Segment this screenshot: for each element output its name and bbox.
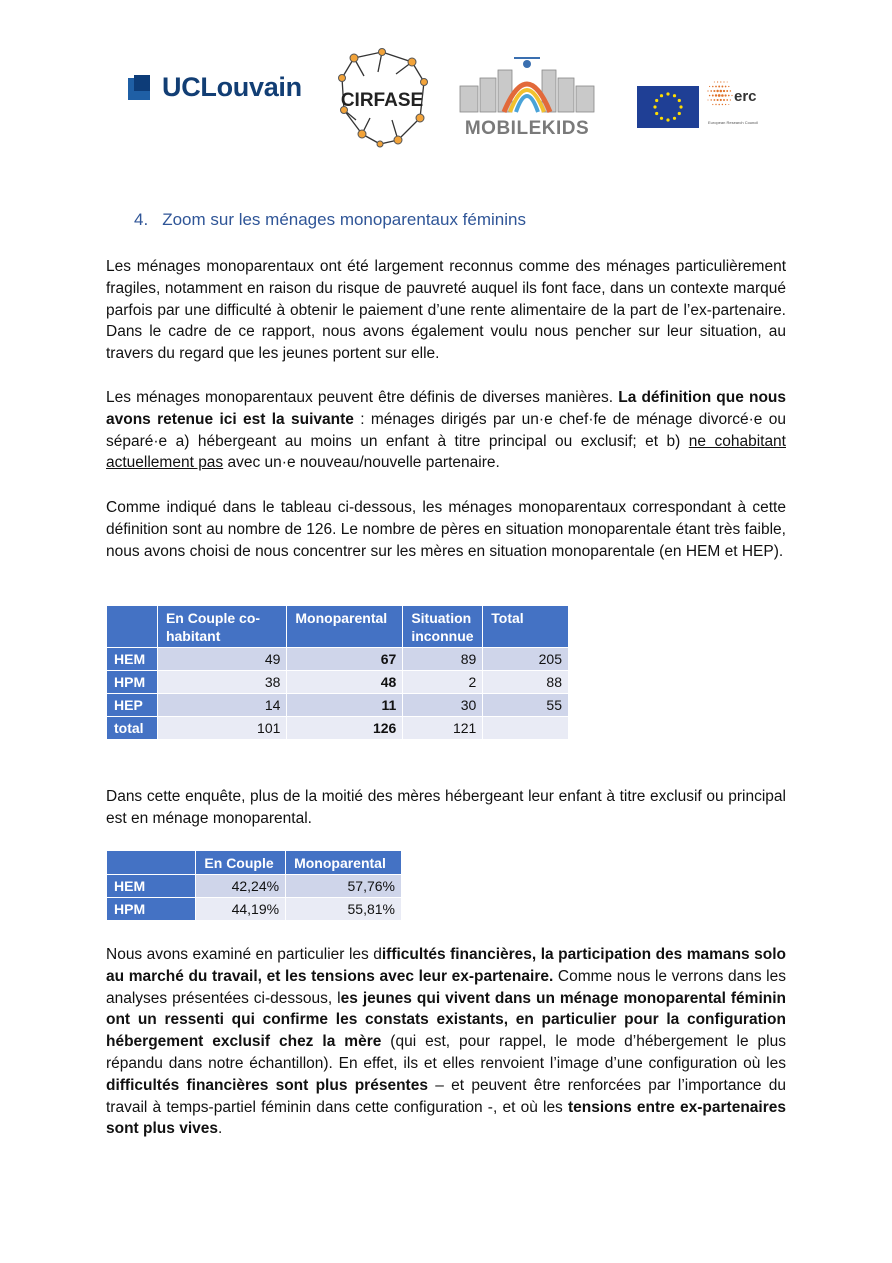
table-header-cell: Total: [483, 606, 569, 648]
bold-span: es jeunes qui vivent dans un ménage monoparental féminin ont un ressenti qui confirme les constats existants, en particulier pour la configuration hébergement exclusif chez la mère: [106, 989, 787, 1051]
table-cell: 49: [157, 648, 286, 671]
text-span: Les ménages monoparentaux peuvent être définis de diverses manières.: [106, 389, 619, 406]
uclouvain-wordmark: UCLouvain: [162, 72, 302, 102]
table-row: [107, 898, 402, 921]
table-cell: 11: [287, 694, 403, 717]
table-header-cell: En Couple co-habitant: [157, 606, 286, 648]
table-cell: 205: [483, 648, 569, 671]
table-cell: 30: [403, 694, 483, 717]
table-cell: 67: [287, 648, 403, 671]
cirfase-wordmark: CIRFASE: [340, 90, 424, 111]
bold-span: tensions entre ex-partenaires sont plus vives: [106, 1098, 786, 1138]
table-row: [107, 875, 402, 898]
row-label: HEM: [107, 648, 158, 671]
table-header-row: [107, 606, 569, 648]
table-cell: 121: [403, 717, 483, 740]
bold-span: ifficultés financières, la participation des mamans solo au marché du travail, et les tensions avec leur ex-partenaire.: [106, 946, 786, 985]
table-cell: 57,76%: [286, 875, 402, 898]
table-row: [107, 648, 569, 671]
percentage-table: [106, 850, 402, 921]
table-cell: 88: [483, 671, 569, 694]
text-span: avec un·e nouveau/nouvelle partenaire.: [223, 454, 500, 472]
uclouvain-mark-icon: [128, 75, 154, 101]
row-label: total: [107, 717, 158, 740]
paragraph-intro: Les ménages monoparentaux ont été largement reconnus comme des ménages particulièrement fragiles, notamment en raison du risque de pauvreté auquel ils font face, dans un contexte marqué parfois par une difficulté à obtenir le paiement d’une rente alimentaire de la part de l’ex-partenaire. Dans le cadre de ce rapport, nous avons également voulu nous pencher sur leur situation, au travers du regard que les jeunes portent sur elle.: [106, 258, 786, 363]
row-label: HPM: [107, 671, 158, 694]
table-cell: 44,19%: [196, 898, 286, 921]
table-header-cell: Monoparental: [287, 606, 403, 648]
paragraph-definition: [106, 387, 786, 474]
table-header-row: [107, 851, 402, 875]
paragraph-count: Comme indiqué dans le tableau ci-dessous, les ménages monoparentaux correspondant à cette définition sont au nombre de 126. Le nombre de pères en situation monoparentale étant très faible, nous avons choisi de nous concentrer sur les mères en situation monoparentale (en HEM et HEP).: [106, 499, 786, 560]
paragraph-findings: [106, 944, 786, 1140]
table-header-cell: [107, 606, 158, 648]
table-cell: 89: [403, 648, 483, 671]
table-cell: 48: [287, 671, 403, 694]
table-cell: 55: [483, 694, 569, 717]
table-header-cell: Monoparental: [286, 851, 402, 875]
mobilekids-logo: [456, 50, 598, 142]
table-cell: [483, 717, 569, 740]
paragraph-majority: Dans cette enquête, plus de la moitié des mères hébergeant leur enfant à titre exclusif ou principal est en ménage monoparental.: [106, 788, 786, 827]
table-cell: 42,24%: [196, 875, 286, 898]
table-cell: 38: [157, 671, 286, 694]
table-cell: 55,81%: [286, 898, 402, 921]
table-cell: 2: [403, 671, 483, 694]
bold-span: difficultés financières sont plus présentes: [106, 1076, 428, 1094]
text-span: : ménages dirigés par un·e chef·fe de ménage divorcé·e ou séparé·e a) hébergeant au moins un enfant à titre principal ou exclusif; et b): [106, 410, 786, 450]
text-span: – et peuvent être renforcées par l’importance du travail à temps-partiel féminin dans cette configuration -, et où les: [106, 1076, 786, 1116]
table-header-cell: [107, 851, 196, 875]
section-title: Zoom sur les ménages monoparentaux féminins: [162, 210, 526, 229]
text-span: Nous avons examiné en particulier les d: [106, 946, 382, 963]
table-cell: 101: [157, 717, 286, 740]
section-heading: [134, 210, 526, 230]
erc-logo: [704, 76, 776, 140]
table-row: [107, 671, 569, 694]
underlined-span: ne cohabitant actuellement pas: [106, 432, 786, 472]
table-row: [107, 717, 569, 740]
table-header-cell: Situation inconnue: [403, 606, 483, 648]
table-cell: 126: [287, 717, 403, 740]
bold-span: La définition que nous avons retenue ici est la suivante: [106, 389, 786, 428]
household-table: [106, 605, 569, 740]
row-label: HEP: [107, 694, 158, 717]
text-span: (qui est, pour rappel, le mode d’hébergement le plus répandu dans notre échantillon). En effet, ils et elles renvoient l’image d’une configuration où les: [106, 1033, 786, 1072]
erc-subtitle: European Research Council: [708, 120, 759, 125]
text-span: .: [217, 1120, 223, 1138]
text-span: Comme nous le verrons dans les analyses présentées ci-dessous, l: [106, 967, 786, 1007]
mobilekids-wordmark: MOBILEKIDS: [464, 118, 590, 139]
table-cell: 14: [157, 694, 286, 717]
erc-wordmark: erc: [734, 88, 757, 105]
uclouvain-logo: [128, 72, 302, 103]
eu-flag-icon: [637, 86, 699, 128]
table-row: [107, 694, 569, 717]
section-number: 4.: [134, 210, 149, 229]
row-label: HEM: [107, 875, 196, 898]
row-label: HPM: [107, 898, 196, 921]
cirfase-logo: [334, 48, 430, 150]
table-header-cell: En Couple: [196, 851, 286, 875]
